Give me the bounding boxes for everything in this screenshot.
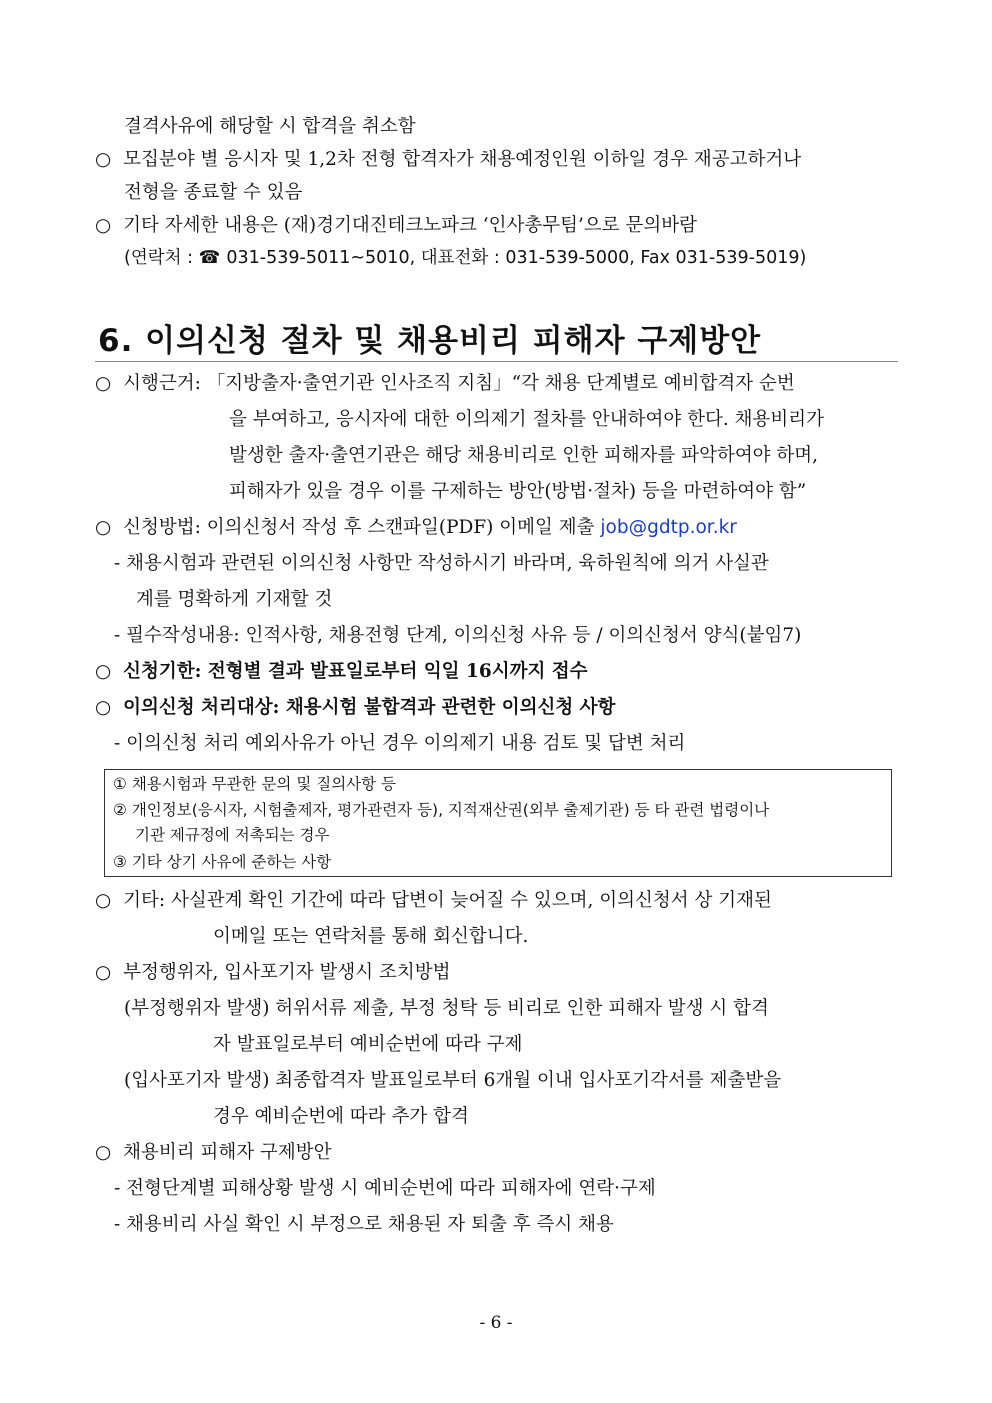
contact-line (124, 250, 806, 268)
exceptions-box (104, 769, 892, 877)
exception-item: ② 개인정보(응시자, 시험출제자, 평가관련자 등), 지적재산권(외부 출제기관) 등 타 관련 법령이나 (113, 801, 770, 819)
text-line: - 채용비리 사실 확인 시 부정으로 채용된 자 퇴출 후 즉시 채용 (114, 1214, 614, 1235)
list-item-text: 기타: 사실관계 확인 기간에 따라 답변이 늦어질 수 있으며, 이의신청서 상 기재된 (123, 890, 772, 911)
contact-prefix: (연락처 : (124, 248, 194, 268)
list-item-text: 시행근거: 「지방출자·출연기관 인사조직 지침」“각 채용 단계별로 예비합격자 순번 (123, 373, 795, 394)
list-item (95, 151, 801, 170)
bullet-circle-icon: ○ (95, 661, 112, 682)
text-line: 결격사유에 해당할 시 합격을 취소함 (124, 116, 416, 137)
bullet-circle-icon: ○ (95, 962, 112, 983)
text-line: 피해자가 있을 경우 이를 구제하는 방안(방법·절차) 등을 마련하여야 함” (229, 481, 807, 502)
text-line: 계를 명확하게 기재할 것 (136, 589, 333, 610)
list-item-text: 부정행위자, 입사포기자 발생시 조치방법 (123, 962, 451, 983)
list-item-text: 신청기한: 전형별 결과 발표일로부터 익일 16시까지 접수 (123, 661, 588, 682)
text-line: - 필수작성내용: 인적사항, 채용전형 단계, 이의신청 사유 등 / 이의신청서 양식(붙임7) (114, 625, 802, 646)
email-link[interactable]: job@gdtp.or.kr (600, 517, 737, 538)
list-item (95, 663, 588, 682)
list-item-text: 모집분야 별 응시자 및 1,2차 전형 합격자가 채용예정인원 이하일 경우 재공고하거나 (123, 149, 802, 170)
bullet-circle-icon: ○ (95, 890, 112, 911)
text-line: 발생한 출자·출연기관은 해당 채용비리로 인한 피해자를 파악하여야 하며, (229, 445, 819, 466)
text-line: 전형을 종료할 수 있음 (124, 182, 303, 203)
list-item-text: 기타 자세한 내용은 (재)경기대진테크노파크 ‘인사총무팀’으로 문의바람 (123, 215, 698, 236)
text-line: (입사포기자 발생) 최종합격자 발표일로부터 6개월 이내 입사포기각서를 제출받을 (124, 1070, 782, 1091)
list-item (95, 699, 615, 718)
text-line: 자 발표일로부터 예비순번에 따라 구제 (213, 1034, 523, 1055)
contact-numbers: 031-539-5011~5010, 대표전화 : 031-539-5000, Fax 031-539-5019) (226, 248, 807, 268)
page-number: - 6 - (479, 1313, 513, 1333)
list-item (95, 892, 772, 911)
list-item (95, 519, 737, 538)
list-item-text: 이의신청 처리대상: 채용시험 불합격과 관련한 이의신청 사항 (123, 697, 616, 718)
bullet-circle-icon: ○ (95, 1142, 112, 1163)
section-title: 6. 이의신청 절차 및 채용비리 피해자 구제방안 (98, 323, 762, 359)
text-line: (부정행위자 발생) 허위서류 제출, 부정 청탁 등 비리로 인한 피해자 발생 시 합격 (124, 998, 769, 1019)
section-divider (95, 361, 898, 362)
text-line: - 채용시험과 관련된 이의신청 사항만 작성하시기 바라며, 육하원칙에 의거 사실관 (114, 553, 769, 574)
phone-icon: ☎ (198, 248, 221, 268)
list-item-text: 신청방법: 이의신청서 작성 후 스캔파일(PDF) 이메일 제출 (123, 517, 595, 538)
text-line: - 전형단계별 피해상황 발생 시 예비순번에 따라 피해자에 연락·구제 (114, 1178, 656, 1199)
list-item-text: 채용비리 피해자 구제방안 (123, 1142, 332, 1163)
exception-item: ③ 기타 상기 사유에 준하는 사항 (113, 853, 332, 871)
bullet-circle-icon: ○ (95, 517, 112, 538)
list-item (95, 375, 795, 394)
list-item (95, 1144, 332, 1163)
text-line: 을 부여하고, 응시자에 대한 이의제기 절차를 안내하여야 한다. 채용비리가 (229, 409, 824, 430)
bullet-circle-icon: ○ (95, 149, 112, 170)
text-line: 경우 예비순번에 따라 추가 합격 (213, 1106, 469, 1127)
list-item (95, 964, 451, 983)
text-line: - 이의신청 처리 예외사유가 아닌 경우 이의제기 내용 검토 및 답변 처리 (114, 733, 686, 754)
exception-item: ① 채용시험과 무관한 문의 및 질의사항 등 (113, 775, 397, 793)
bullet-circle-icon: ○ (95, 215, 112, 236)
bullet-circle-icon: ○ (95, 373, 112, 394)
text-line: 이메일 또는 연락처를 통해 회신합니다. (213, 926, 529, 947)
list-item (95, 217, 697, 236)
bullet-circle-icon: ○ (95, 697, 112, 718)
exception-item: 기관 제규정에 저촉되는 경우 (135, 826, 330, 844)
